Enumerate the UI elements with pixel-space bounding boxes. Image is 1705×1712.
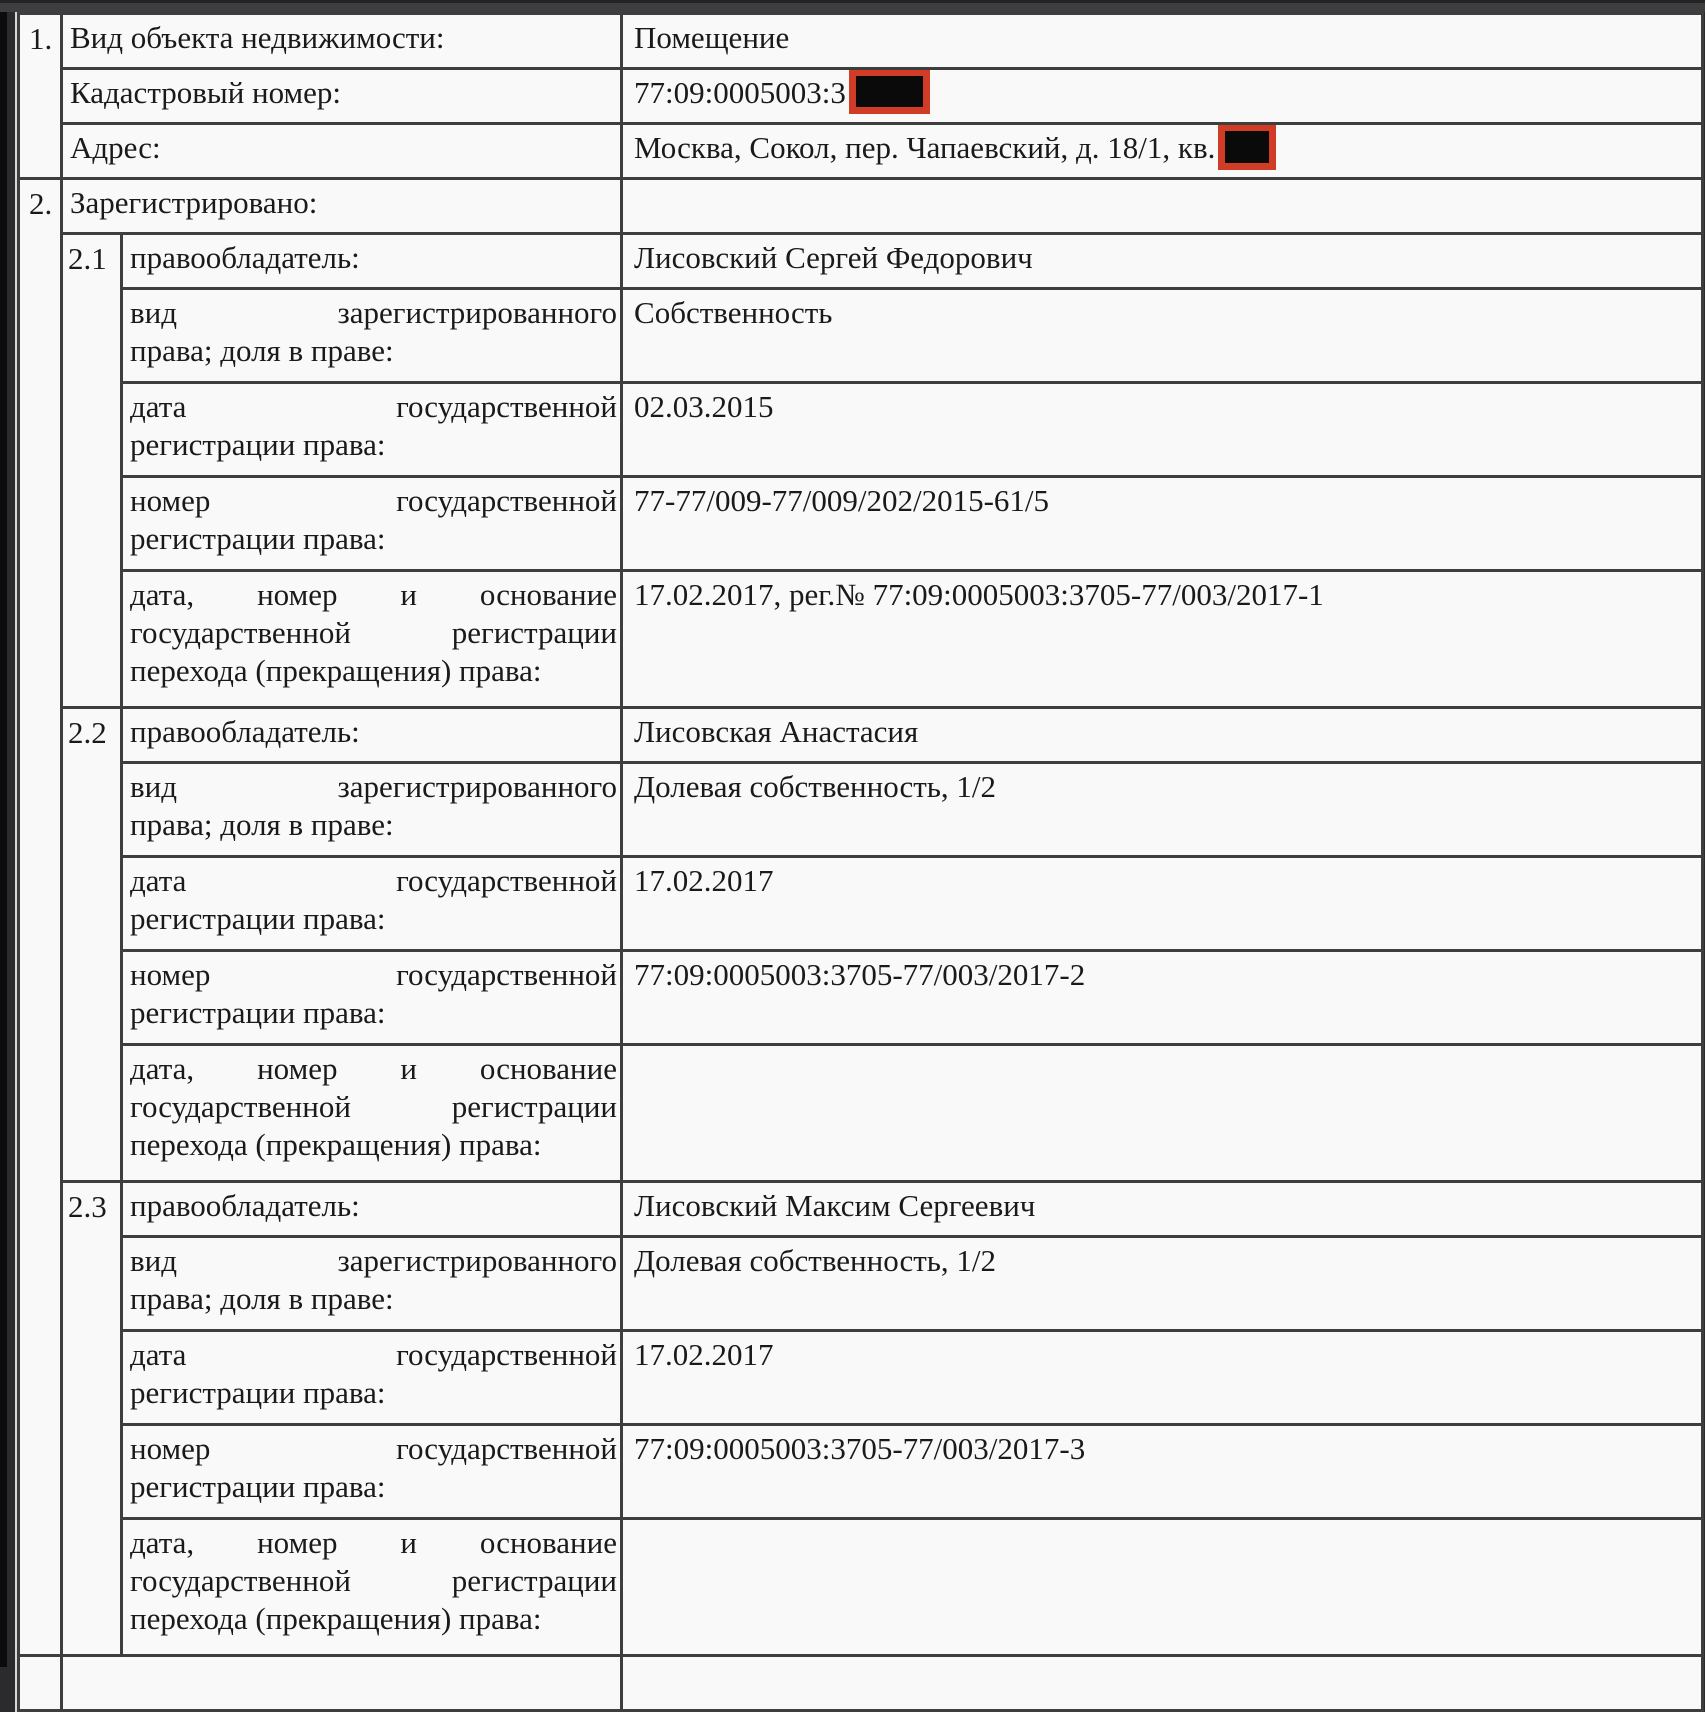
label-line <box>70 74 617 112</box>
value-text: 17.02.2017 <box>634 1337 774 1372</box>
value-cell <box>622 14 1703 69</box>
table-row <box>19 857 1703 951</box>
subsection-number-cell: 2.1 <box>62 234 122 708</box>
label-text: дата, <box>130 1051 195 1086</box>
table-row <box>19 763 1703 857</box>
redaction-box <box>849 69 930 114</box>
label-line <box>130 520 617 558</box>
label-cell <box>122 708 622 763</box>
value-text: 17.02.2017 <box>634 863 774 898</box>
viewer-top-bar <box>0 0 1705 12</box>
label-line <box>130 1280 617 1318</box>
label-text: регистрации права: <box>130 521 386 556</box>
label-line <box>130 388 617 426</box>
table-row <box>19 1045 1703 1182</box>
value-text: 77-77/009-77/009/202/2015-61/5 <box>634 483 1050 518</box>
table-row <box>19 289 1703 383</box>
label-line <box>70 129 617 167</box>
label-text: Зарегистрировано: <box>70 185 318 220</box>
label-cell <box>122 1182 622 1237</box>
partial-next-row <box>19 1656 1703 1711</box>
label-cell <box>122 1331 622 1425</box>
label-line <box>130 1336 617 1374</box>
value-text: 02.03.2015 <box>634 389 774 424</box>
label-text: государственной <box>396 957 618 992</box>
label-text: государственной <box>396 1431 618 1466</box>
label-line <box>130 426 617 464</box>
section-number-cell: 1. <box>19 14 62 179</box>
label-text: зарегистрированного <box>337 295 618 330</box>
label-text: основание <box>479 1051 617 1086</box>
label-text: правообладатель: <box>130 1188 360 1223</box>
value-cell <box>622 1656 1703 1711</box>
document-table-body <box>19 14 1703 1711</box>
label-text: правообладатель: <box>130 240 360 275</box>
value-text: Помещение <box>634 20 790 55</box>
document-page <box>15 12 1704 1712</box>
label-text: Кадастровый номер: <box>70 75 342 110</box>
redaction-box <box>1218 124 1276 170</box>
value-cell <box>622 708 1703 763</box>
label-cell <box>122 571 622 708</box>
label-text: Адрес: <box>70 130 161 165</box>
label-text: основание <box>479 1525 617 1560</box>
label-line <box>70 19 617 57</box>
label-cell <box>122 234 622 289</box>
table-row <box>19 179 1703 234</box>
value-cell <box>622 1425 1703 1519</box>
label-line <box>130 1088 617 1126</box>
label-cell <box>122 763 622 857</box>
value-cell <box>622 234 1703 289</box>
value-cell <box>622 477 1703 571</box>
subsection-number-cell: 2.2 <box>62 708 122 1182</box>
label-text: дата, <box>130 577 195 612</box>
label-cell <box>122 1425 622 1519</box>
value-cell <box>622 763 1703 857</box>
label-text: права; доля в праве: <box>130 333 394 368</box>
section-number-cell <box>19 1656 62 1711</box>
table-row <box>19 234 1703 289</box>
label-line <box>130 1524 617 1562</box>
label-line <box>130 482 617 520</box>
label-text: государственной <box>396 483 618 518</box>
label-line <box>130 806 617 844</box>
label-text: государственной <box>130 1089 351 1124</box>
subsection-number-cell: 2.3 <box>62 1182 122 1656</box>
label-cell <box>122 1237 622 1331</box>
label-cell <box>122 1045 622 1182</box>
label-line <box>130 576 617 614</box>
value-cell <box>622 1331 1703 1425</box>
value-text: Лисовский Максим Сергеевич <box>634 1188 1036 1223</box>
value-text: Лисовский Сергей Федорович <box>634 240 1033 275</box>
label-text: государственной <box>396 389 618 424</box>
label-text: основание <box>479 577 617 612</box>
table-row <box>19 1182 1703 1237</box>
value-text: Лисовская Анастасия <box>634 714 919 749</box>
label-text: государственной <box>396 863 618 898</box>
label-text: регистрации права: <box>130 427 386 462</box>
label-text: номер <box>130 1431 211 1466</box>
label-text: государственной <box>130 1563 351 1598</box>
value-cell <box>622 124 1703 179</box>
table-row <box>19 1519 1703 1656</box>
label-line <box>130 239 617 277</box>
value-cell <box>622 571 1703 708</box>
value-cell <box>622 383 1703 477</box>
label-line <box>130 1126 617 1164</box>
label-text: государственной <box>396 1337 618 1372</box>
label-text: вид <box>130 1243 177 1278</box>
label-text: номер <box>257 1051 338 1086</box>
property-extract-table <box>17 12 1704 1712</box>
table-row <box>19 1425 1703 1519</box>
value-text: Собственность <box>634 295 833 330</box>
value-cell <box>622 1237 1703 1331</box>
viewer-left-edge-strip <box>0 12 7 1667</box>
table-row <box>19 124 1703 179</box>
value-text: Долевая собственность, 1/2 <box>634 1243 997 1278</box>
label-line <box>130 1050 617 1088</box>
label-line <box>130 994 617 1032</box>
table-row <box>19 383 1703 477</box>
label-line <box>130 614 617 652</box>
label-cell <box>62 1656 622 1711</box>
label-text: регистрации <box>451 615 618 650</box>
label-text: и <box>400 1525 417 1560</box>
label-line <box>70 184 617 222</box>
label-text: перехода (прекращения) права: <box>130 653 542 688</box>
value-cell <box>622 1182 1703 1237</box>
label-text: перехода (прекращения) права: <box>130 1601 542 1636</box>
label-line <box>130 294 617 332</box>
table-row <box>19 1331 1703 1425</box>
label-cell <box>122 857 622 951</box>
label-text: дата <box>130 1337 187 1372</box>
value-cell <box>622 69 1703 124</box>
value-text: 17.02.2017, рег.№ 77:09:0005003:3705-77/003/2017-1 <box>634 577 1324 612</box>
label-line <box>130 332 617 370</box>
table-row <box>19 69 1703 124</box>
label-cell <box>62 124 622 179</box>
label-line <box>130 900 617 938</box>
label-text: зарегистрированного <box>337 1243 618 1278</box>
label-line <box>130 1468 617 1506</box>
label-text: регистрации <box>451 1563 618 1598</box>
label-text: номер <box>257 1525 338 1560</box>
label-line <box>130 956 617 994</box>
label-text: зарегистрированного <box>337 769 618 804</box>
label-text: правообладатель: <box>130 714 360 749</box>
value-cell <box>622 1519 1703 1656</box>
label-line <box>130 1562 617 1600</box>
label-text: права; доля в праве: <box>130 1281 394 1316</box>
label-text: и <box>400 577 417 612</box>
value-cell <box>622 289 1703 383</box>
label-text: перехода (прекращения) права: <box>130 1127 542 1162</box>
label-text: дата, <box>130 1525 195 1560</box>
label-text: регистрации права: <box>130 1469 386 1504</box>
table-row <box>19 477 1703 571</box>
value-cell <box>622 951 1703 1045</box>
table-row <box>19 14 1703 69</box>
label-text: права; доля в праве: <box>130 807 394 842</box>
label-text: и <box>400 1051 417 1086</box>
label-text: регистрации <box>451 1089 618 1124</box>
label-cell <box>62 14 622 69</box>
label-cell <box>122 951 622 1045</box>
label-text: государственной <box>130 615 351 650</box>
label-cell <box>122 477 622 571</box>
label-cell <box>122 289 622 383</box>
value-cell <box>622 1045 1703 1182</box>
table-row <box>19 708 1703 763</box>
table-row <box>19 571 1703 708</box>
value-text: 77:09:0005003:3 <box>634 75 846 110</box>
label-line <box>130 1187 617 1225</box>
table-row <box>19 951 1703 1045</box>
value-cell <box>622 179 1703 234</box>
value-text: 77:09:0005003:3705-77/003/2017-2 <box>634 957 1086 992</box>
label-text: номер <box>130 483 211 518</box>
value-text: Москва, Сокол, пер. Чапаевский, д. 18/1, кв. <box>634 130 1216 165</box>
label-text: регистрации права: <box>130 995 386 1030</box>
label-text: регистрации права: <box>130 1375 386 1410</box>
label-text: регистрации права: <box>130 901 386 936</box>
label-cell <box>62 69 622 124</box>
label-line <box>130 1600 617 1638</box>
label-line <box>130 1374 617 1412</box>
value-text: Долевая собственность, 1/2 <box>634 769 997 804</box>
label-line <box>130 1430 617 1468</box>
value-text: 77:09:0005003:3705-77/003/2017-3 <box>634 1431 1086 1466</box>
label-cell <box>122 383 622 477</box>
label-text: номер <box>130 957 211 992</box>
label-line <box>130 713 617 751</box>
section-number-cell: 2. <box>19 179 62 1656</box>
label-text: номер <box>257 577 338 612</box>
label-line <box>130 1242 617 1280</box>
label-cell <box>62 179 622 234</box>
label-text: дата <box>130 863 187 898</box>
label-line <box>130 862 617 900</box>
table-row <box>19 1237 1703 1331</box>
label-line <box>130 768 617 806</box>
label-text: дата <box>130 389 187 424</box>
label-cell <box>122 1519 622 1656</box>
label-text: вид <box>130 295 177 330</box>
label-text: Вид объекта недвижимости: <box>70 20 445 55</box>
label-line <box>130 652 617 690</box>
value-cell <box>622 857 1703 951</box>
label-text: вид <box>130 769 177 804</box>
